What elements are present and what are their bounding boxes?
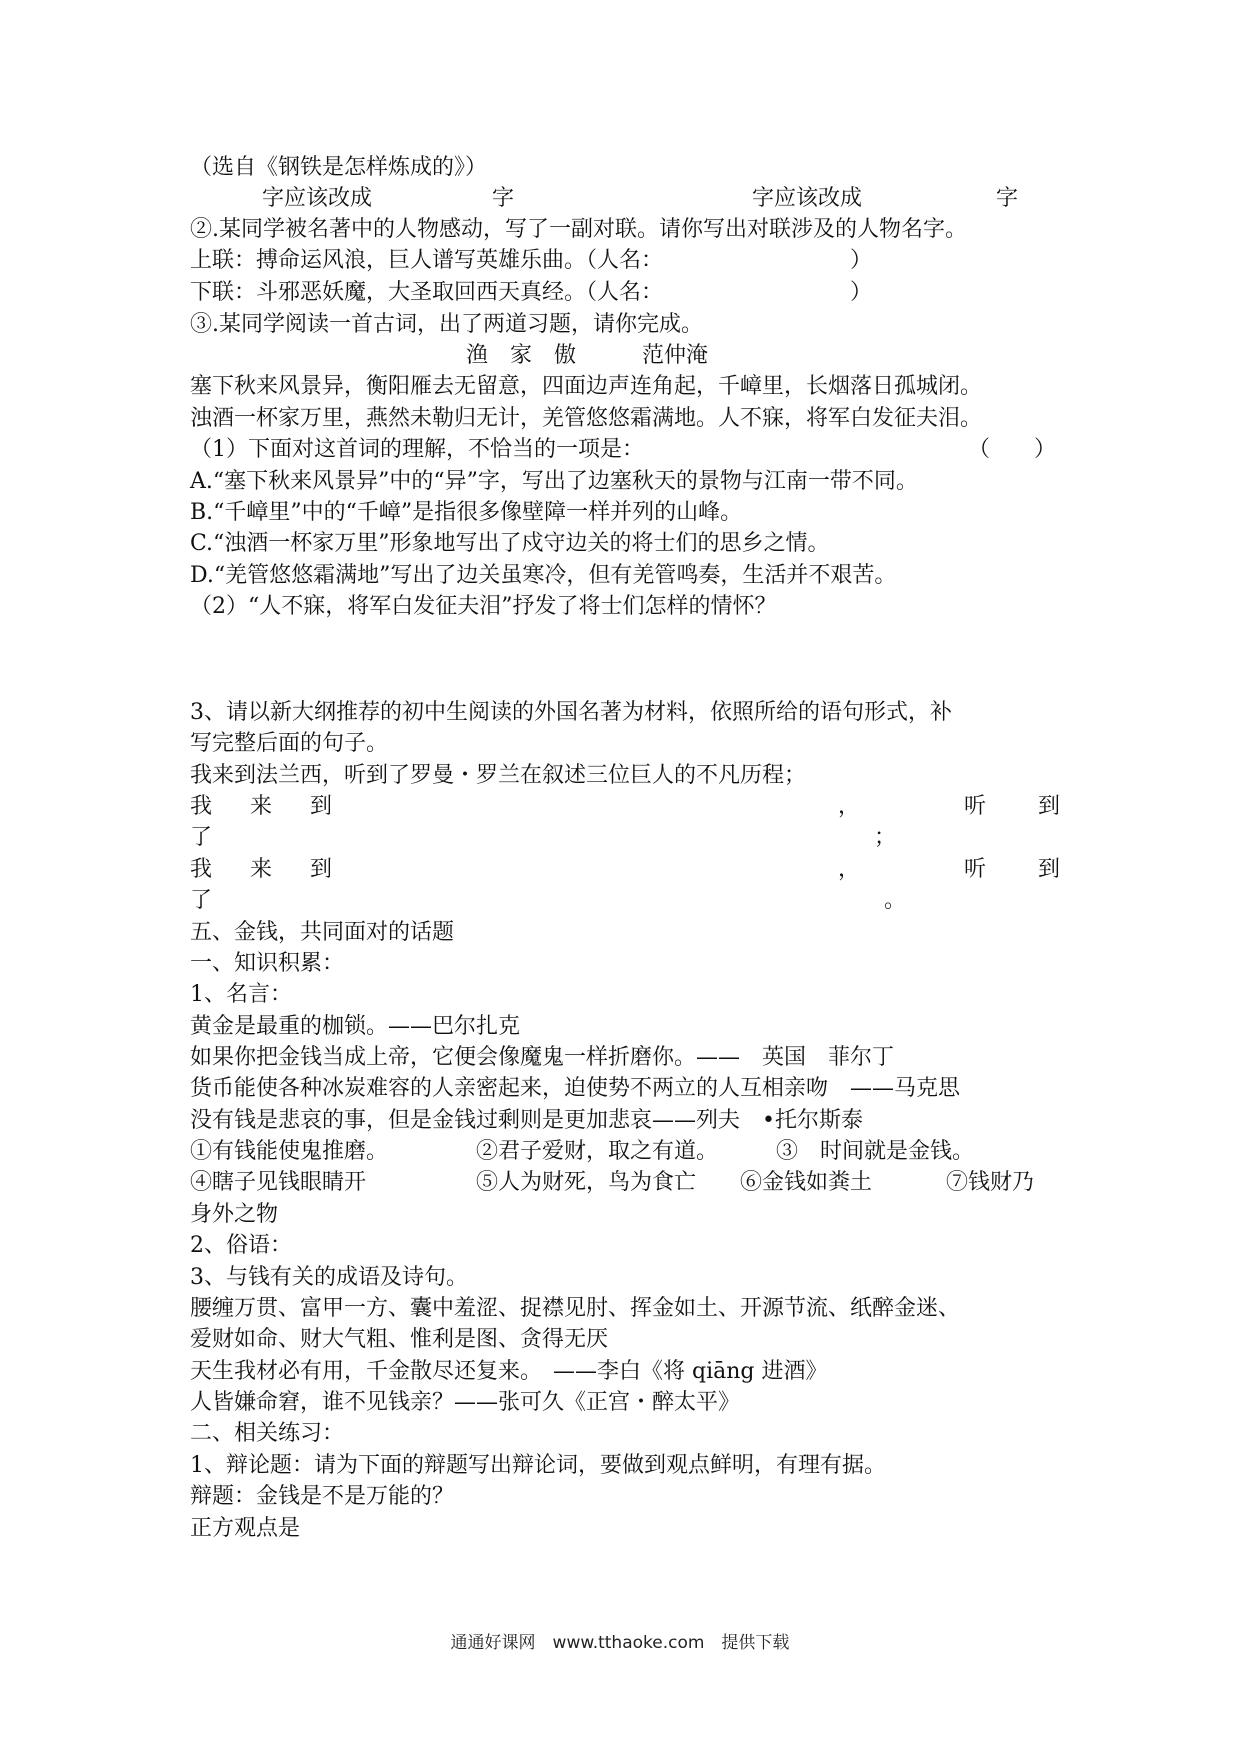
poem-quote-1: 天生我材必有用，千金散尽还复来。 ——李白《将 qiāng 进酒》 [190,1359,828,1384]
word: 我 [190,794,213,819]
saying: ③ 时间就是金钱。 [776,1139,975,1164]
saying: ②君子爱财，取之有道。 [476,1139,719,1164]
word: 来 [250,794,273,819]
quote-4: 没有钱是悲哀的事，但是金钱过剩则是更加悲哀——列夫 •托尔斯泰 [190,1108,863,1133]
couplet-upper-close: ） [850,248,873,273]
saying: ④瞎子见钱眼睛开 [190,1170,367,1195]
section-5-title: 五、金钱，共同面对的话题 [190,920,455,945]
task-3-prompt-1: 3、请以新大纲推荐的初中生阅读的外国名著为材料，依照所给的语句形式，补 [190,700,952,725]
task-3-example: 我来到法兰西，听到了罗曼・罗兰在叙述三位巨人的不凡历程； [190,763,807,788]
saying: ①有钱能使鬼推磨。 [190,1139,389,1164]
quote-3: 货币能使各种冰炭难容的人亲密起来，迫使势不两立的人互相亲吻 ——马克思 [190,1076,961,1101]
idioms-line-1: 腰缠万贯、富甲一方、囊中羞涩、捉襟见肘、挥金如土、开源节流、纸醉金迷、 [190,1296,961,1321]
source-note: （选自《钢铁是怎样炼成的》） [190,155,488,180]
fill-in-line [190,183,1060,215]
couplet-lower [190,277,1060,309]
punctuation: ， [838,857,861,882]
punctuation: ， [838,794,861,819]
word: 到 [310,857,333,882]
poem-title: 渔 家 傲 [466,343,577,368]
punctuation: ； [874,825,897,850]
item-2-heading: 2、俗语： [190,1233,292,1258]
option-c: C.“浊酒一杯家万里”形象地写出了戍守边关的将士们的思乡之情。 [190,531,830,556]
option-a: A.“塞下秋来风景异”中的“异”字，写出了边塞秋天的景物与江南一带不同。 [190,469,918,494]
sub-question-1-text: （1）下面对这首词的理解，不恰当的一项是： [190,437,644,462]
page-footer: 通通好课网 www.tthaoke.com 提供下载 [450,1633,790,1653]
saying: ⑥金钱如粪土 [740,1170,873,1195]
word: 到 [1038,857,1061,882]
punctuation: 。 [884,888,907,913]
part-2-heading: 二、相关练习： [190,1421,345,1446]
blank-sentence-1 [190,791,1060,823]
couplet-upper [190,245,1060,277]
word: 了 [190,825,213,850]
couplet-lower-close: ） [850,280,873,305]
word: 听 [964,857,987,882]
debate-instruction: 1、辩论题：请为下面的辩题写出辩论词，要做到观点鲜明，有理有据。 [190,1453,886,1478]
saying-row-2 [190,1167,1060,1199]
blank-sentence-2-end [190,885,1060,917]
poem-author: 范仲淹 [642,343,709,368]
blank-sentence-2 [190,854,1060,886]
word: 到 [310,794,333,819]
fill-label-3: 字应该改成 [752,186,863,211]
option-d: D.“羌管悠悠霜满地”写出了边关虽寒冷，但有羌管鸣奏，生活并不艰苦。 [190,563,897,588]
blank-sentence-1-end [190,822,1060,854]
part-1-heading: 一、知识积累： [190,951,345,976]
word: 我 [190,857,213,882]
word: 了 [190,888,213,913]
affirmative-view: 正方观点是 [190,1516,301,1541]
task-3-prompt-2: 写完整后面的句子。 [190,731,389,756]
debate-topic: 辩题：金钱是不是万能的？ [190,1484,455,1509]
fill-label-4: 字 [996,186,1019,211]
word: 听 [964,794,987,819]
fill-label-1: 字应该改成 [262,186,373,211]
poem-quote-2: 人皆嫌命窘，谁不见钱亲？——张可久《正宫・醉太平》 [190,1390,741,1415]
answer-bracket: （ ） [968,437,1057,462]
idioms-line-2: 爱财如命、财大气粗、惟利是图、贪得无厌 [190,1327,609,1352]
saying: ⑤人为财死，鸟为食亡 [476,1170,697,1195]
question-2-prompt: ②.某同学被名著中的人物感动，写了一副对联。请你写出对联涉及的人物名字。 [190,217,967,242]
item-1-heading: 1、名言： [190,982,292,1007]
couplet-lower-text: 下联：斗邪恶妖魔，大圣取回西天真经。（人名： [190,280,664,305]
word: 来 [250,857,273,882]
poem-line-1: 塞下秋来风景异，衡阳雁去无留意，四面边声连角起，千嶂里，长烟落日孤城闭。 [190,374,983,399]
item-3-heading: 3、与钱有关的成语及诗句。 [190,1265,468,1290]
option-b: B.“千嶂里”中的“千嶂”是指很多像壁障一样并列的山峰。 [190,500,743,525]
quote-1: 黄金是最重的枷锁。——巴尔扎克 [190,1014,521,1039]
quote-2: 如果你把金钱当成上帝，它便会像魔鬼一样折磨你。—— 英国 菲尔丁 [190,1045,895,1070]
fill-label-2: 字 [492,186,515,211]
sub-question-2: （2）“人不寐，将军白发征夫泪”抒发了将士们怎样的情怀？ [190,594,777,619]
saying: ⑦钱财乃 [946,1170,1035,1195]
poem-line-2: 浊酒一杯家万里，燕然未勒归无计，羌管悠悠霜满地。人不寐，将军白发征夫泪。 [190,406,983,431]
question-3-prompt: ③.某同学阅读一首古词，出了两道习题，请你完成。 [190,312,703,337]
poem-heading [190,340,1060,372]
saying-row-3: 身外之物 [190,1202,279,1227]
word: 到 [1038,794,1061,819]
saying-row-1 [190,1136,1060,1168]
sub-question-1 [190,434,1060,466]
couplet-upper-text: 上联：搏命运风浪，巨人谱写英雄乐曲。（人名： [190,248,664,273]
